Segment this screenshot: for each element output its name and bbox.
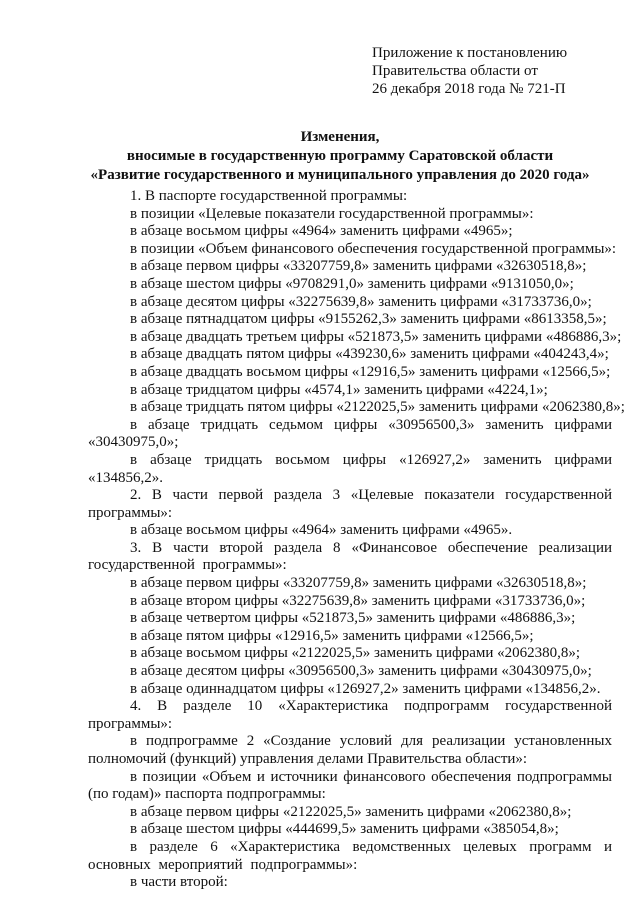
appendix-line: Приложение к постановлению [372,45,568,61]
paragraph: в абзаце восьмом цифры «4964» заменить цифрами «4965». [130,522,513,539]
title-line: «Развитие государственного и муниципального управления до 2020 года» [90,167,590,183]
appendix-line: 26 декабря 2018 года № 721-П [372,81,566,97]
paragraph: в позиции «Объем и источники финансового обеспечения подпрограммы (по годам)» паспорта подпрограммы: [88,768,612,803]
paragraph: в абзаце десятом цифры «32275639,8» заменить цифрами «31733736,0»; [130,293,592,310]
paragraph: в абзаце первом цифры «33207759,8» заменить цифрами «32630518,8»; [130,575,587,592]
paragraph: в абзаце восьмом цифры «2122025,5» заменить цифрами «2062380,8»; [130,645,581,662]
paragraph: в абзаце шестом цифры «9708291,0» заменить цифрами «9131050,0»; [130,275,574,292]
paragraph: 3. В части второй раздела 8 «Финансовое обеспечение реализации государственной программы»: [88,539,612,574]
paragraph: в абзаце пятнадцатом цифры «9155262,3» заменить цифрами «8613358,5»; [130,311,607,328]
paragraph: в абзаце первом цифры «2122025,5» заменить цифрами «2062380,8»; [130,803,572,820]
paragraph: 4. В разделе 10 «Характеристика подпрограмм государственной программы»: [88,698,612,732]
paragraph: 2. В части первой раздела 3 «Целевые показатели государственной программы»: [88,487,612,521]
paragraph: в абзаце десятом цифры «30956500,3» заменить цифрами «30430975,0»; [130,663,592,680]
title-line: вносимые в государственную программу Саратовской области [126,148,554,164]
paragraph: в части второй: [130,874,228,891]
paragraph: в позиции «Целевые показатели государственной программы»: [130,205,534,222]
paragraph: в позиции «Объем финансового обеспечения государственной программы»: [130,240,617,257]
paragraph: в абзаце шестом цифры «444699,5» заменить цифрами «385054,8»; [130,821,559,838]
document-body [88,188,625,892]
paragraph: в абзаце тридцать восьмом цифры «126927,2» заменить цифрами «134856,2». [88,451,612,486]
paragraph: в абзаце двадцать пятом цифры «439230,6» заменить цифрами «404243,4»; [130,346,609,363]
paragraph: в абзаце тридцать седьмом цифры «30956500,3» заменить цифрами «30430975,0»; [88,416,612,451]
paragraph: в абзаце пятом цифры «12916,5» заменить цифрами «12566,5»; [130,627,534,644]
title-line: Изменения, [300,129,380,145]
paragraph: в абзаце двадцать третьем цифры «521873,5» заменить цифрами «486886,3»; [130,328,622,345]
paragraph: в абзаце тридцать пятом цифры «2122025,5» заменить цифрами «2062380,8»; [130,399,625,416]
document-title [60,128,620,185]
paragraph: в абзаце втором цифры «32275639,8» заменить цифрами «31733736,0»; [130,592,586,609]
paragraph: в абзаце тридцатом цифры «4574,1» заменить цифрами «4224,1»; [130,381,548,398]
paragraph: в абзаце одиннадцатом цифры «126927,2» заменить цифрами «134856,2». [130,680,601,697]
paragraph: 1. В паспорте государственной программы: [130,188,408,204]
appendix-line: Правительства области от [372,63,538,79]
appendix-note [372,44,567,98]
paragraph: в абзаце восьмом цифры «4964» заменить цифрами «4965»; [130,223,513,240]
paragraph: в абзаце четвертом цифры «521873,5» заменить цифрами «486886,3»; [130,610,576,627]
paragraph: в абзаце двадцать восьмом цифры «12916,5» заменить цифрами «12566,5»; [130,363,611,380]
paragraph: в абзаце первом цифры «33207759,8» заменить цифрами «32630518,8»; [130,258,587,275]
paragraph: в подпрограмме 2 «Создание условий для реализации установленных полномочий (функций) управления делами Правительства области»: [88,733,612,767]
paragraph: в разделе 6 «Характеристика ведомственных целевых программ и основных мероприятий подпрограммы»: [88,838,612,873]
